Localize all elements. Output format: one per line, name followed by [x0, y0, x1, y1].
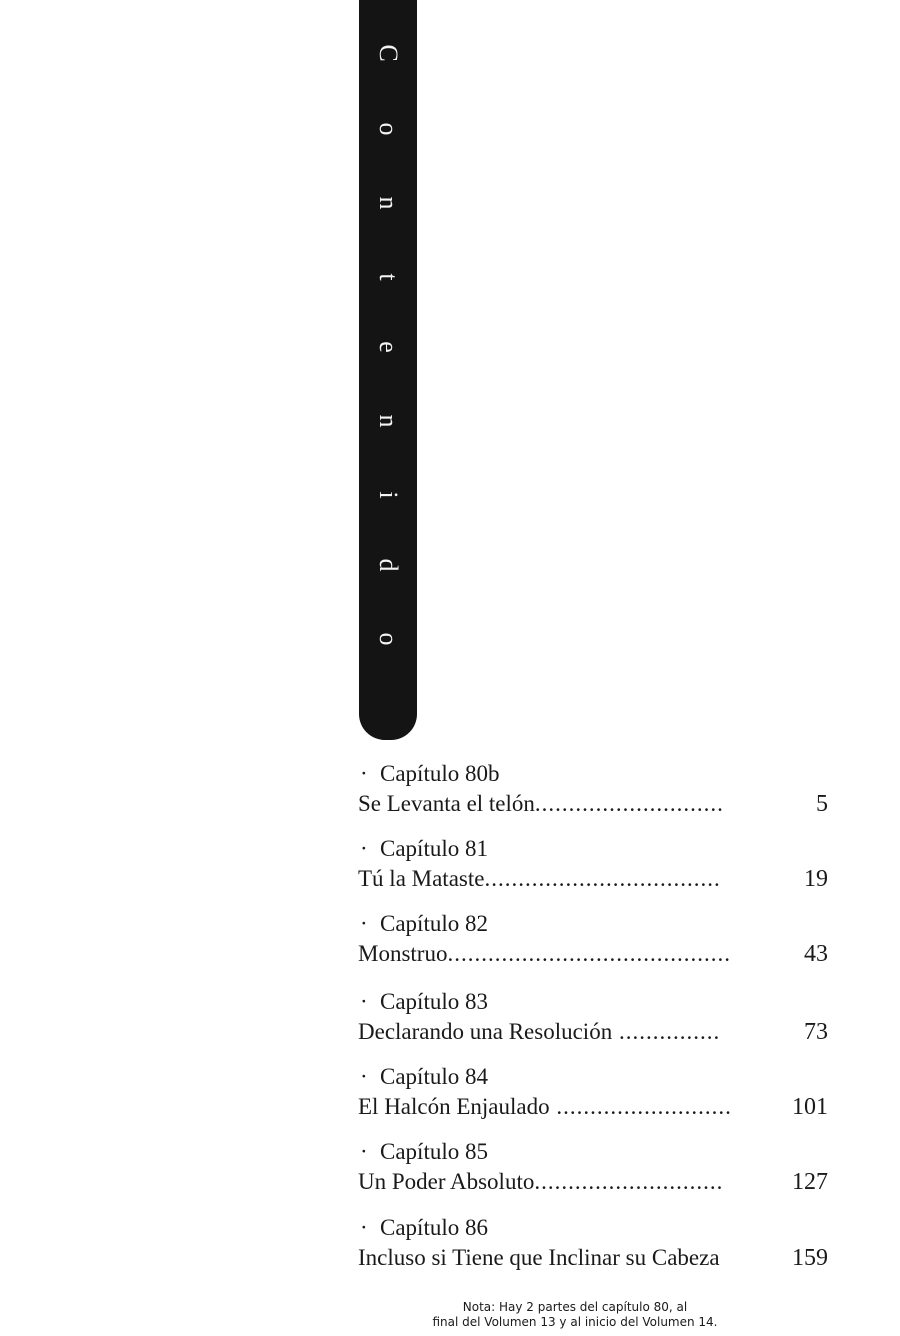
- toc-entry[interactable]: [358, 988, 828, 1052]
- chapter-title: Monstruo..........................................: [358, 941, 731, 966]
- banner-letter: i: [374, 491, 403, 499]
- chapter-title: Declarando una Resolución ...............: [358, 1019, 721, 1044]
- toc-entry[interactable]: [358, 1063, 828, 1127]
- page-number: 101: [792, 1094, 828, 1120]
- toc-entry[interactable]: [358, 760, 828, 824]
- banner-letter: n: [374, 196, 403, 210]
- footnote: [330, 1300, 820, 1330]
- banner-letter: e: [374, 341, 403, 353]
- chapter-label: · Capítulo 85: [360, 1139, 488, 1164]
- contents-banner: [359, 0, 417, 740]
- footnote-line-1: Nota: Hay 2 partes del capítulo 80, al: [462, 1300, 688, 1314]
- page-number: 159: [792, 1245, 828, 1271]
- chapter-title: Un Poder Absoluto............................: [358, 1169, 724, 1194]
- banner-letter: o: [374, 632, 403, 646]
- page-number: 43: [804, 941, 828, 967]
- chapter-label: · Capítulo 81: [360, 836, 488, 861]
- chapter-title: Se Levanta el telón............................: [358, 791, 724, 816]
- page-number: 73: [804, 1019, 828, 1045]
- chapter-label: · Capítulo 84: [360, 1064, 488, 1089]
- chapter-title: Incluso si Tiene que Inclinar su Cabeza: [358, 1245, 720, 1270]
- chapter-title: Tú la Mataste...................................: [358, 866, 721, 891]
- chapter-label: · Capítulo 80b: [360, 761, 500, 786]
- banner-letter: o: [374, 122, 403, 136]
- toc-entry[interactable]: [358, 1138, 828, 1202]
- chapter-label: · Capítulo 86: [360, 1215, 488, 1240]
- toc-entry[interactable]: [358, 835, 828, 899]
- toc-entry[interactable]: [358, 910, 828, 974]
- toc-entry[interactable]: [358, 1214, 828, 1278]
- chapter-label: · Capítulo 82: [360, 911, 488, 936]
- banner-letter: C: [374, 44, 403, 62]
- page-number: 19: [804, 866, 828, 892]
- banner-letter: t: [374, 273, 403, 281]
- page-number: 5: [816, 791, 828, 817]
- banner-letter: d: [374, 558, 403, 572]
- banner-letter: n: [374, 414, 403, 428]
- footnote-line-2: final del Volumen 13 y al inicio del Volumen 14.: [432, 1315, 718, 1329]
- page-number: 127: [792, 1169, 828, 1195]
- chapter-title: El Halcón Enjaulado ..........................: [358, 1094, 732, 1119]
- chapter-label: · Capítulo 83: [360, 989, 488, 1014]
